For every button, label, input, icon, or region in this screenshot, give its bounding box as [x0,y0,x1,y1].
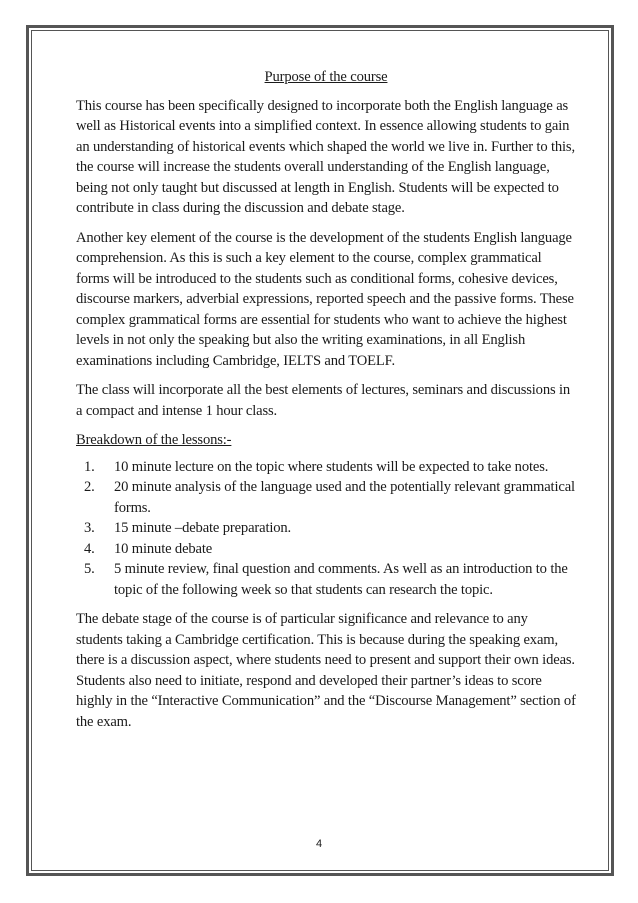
list-item-text: 10 minute debate [114,540,213,557]
paragraph-grammar: Another key element of the course is the development of the students English language comprehension. As this is such a key element to the course, complex grammatical forms will be introduced to the students such as conditional forms, cohesive devices, discourse markers, adverbial expressions, reported speech and the passive forms. These complex grammatical forms are essential for students who want to achieve the highest levels in not only the speaking but also the writing examinations, in all English examinations including Cambridge, IELTS and TOELF. [76,229,574,369]
page-number: 4 [315,838,323,850]
list-item [76,539,576,560]
list-item-text: 10 minute lecture on the topic where students will be expected to take notes. [114,458,549,475]
list-item [76,559,576,600]
breakdown-list [76,457,576,601]
document-body [76,67,576,741]
list-item-text: 5 minute review, final question and comments. As well as an introduction to the topic of the following week so that students can research the topic. [114,561,568,598]
list-item-text: 20 minute analysis of the language used and the potentially relevant grammatical forms. [114,479,575,516]
list-item-number: 2. [84,479,95,495]
list-item [76,457,576,478]
document-title: Purpose of the course [264,69,388,85]
list-item [76,477,576,518]
list-item-text: 15 minute –debate preparation. [114,520,292,536]
list-item-number: 1. [84,458,95,475]
paragraph-class-format: The class will incorporate all the best elements of lectures, seminars and discussions in a compact and intense 1 hour class. [76,382,571,419]
list-item [76,518,576,539]
list-item-number: 3. [84,520,95,536]
breakdown-heading: Breakdown of the lessons:- [76,432,232,448]
paragraph-debate-significance: The debate stage of the course is of particular significance and relevance to any students taking a Cambridge certification. This is because during the speaking exam, there is a discussion aspect, where students need to present and support their own ideas. Students also need to initiate, respond and developed their partner’s ideas to score highly in the “Interactive Communication” and the “Discourse Management” section of the exam. [76,611,576,730]
list-item-number: 4. [84,540,95,557]
list-item-number: 5. [84,561,95,577]
paragraph-intro: This course has been specifically designed to incorporate both the English language as well as Historical events into a simplified context. In essence allowing students to gain an understanding of historical events which shaped the world we live in. Further to this, the course will increase the students overall understanding of the English language, being not only taught but discussed at length in English. Students will be expected to contribute in class during the discussion and debate stage. [76,97,575,216]
